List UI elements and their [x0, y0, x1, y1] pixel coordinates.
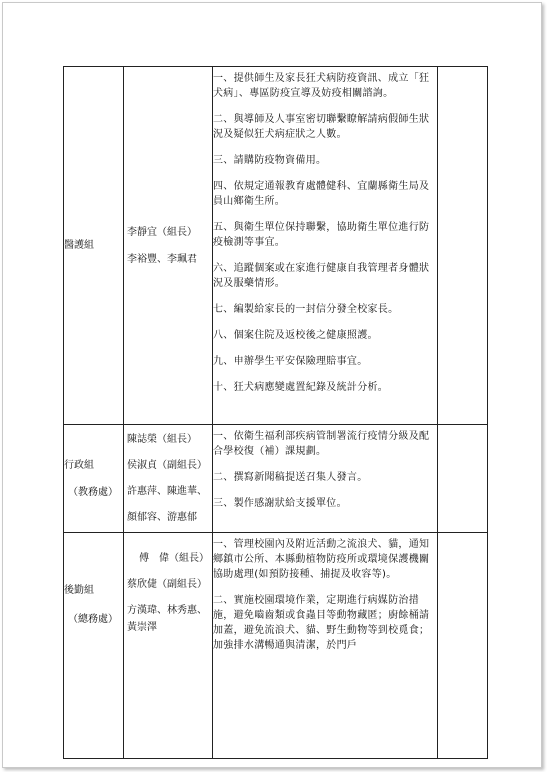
table-row-admin [64, 425, 488, 533]
member-line: 蔡欣倢（副組長） [127, 579, 207, 590]
member-line: 黃崇澤 [127, 622, 157, 633]
task-item: 二、實施校園環境作業，定期進行病媒防治措施，避免嚙齒類或食蟲目等動物藏匿；廚餘桶請加蓋，避免流浪犬、貓、野生動物等到校覓食；加強排水溝暢通與清潔，於門戶 [213, 595, 430, 651]
task-item: 一、提供師生及家長狂犬病防疫資訊、成立「狂犬病」、專區防疫宣導及妨疫相關諮詢。 [213, 73, 430, 99]
member-line: 李裕豐、李珮君 [127, 253, 197, 265]
remarks-cell [438, 533, 488, 759]
members-cell-medical [124, 67, 213, 425]
task-item: 八、個案住院及返校後之健康照護。 [213, 330, 378, 341]
task-assignment-table [63, 66, 488, 759]
task-item: 九、申辦學生平安保險理賠事宜。 [213, 356, 368, 367]
task-item: 十、狂犬病應變處置紀錄及統計分析。 [213, 382, 389, 393]
task-item: 二、撰寫新聞稿提送召集人發言。 [213, 472, 368, 483]
table-row-logistics [64, 533, 488, 759]
dept-office: （教務處） [68, 486, 118, 498]
task-item: 一、依衛生福利部疾病管制署流行疫情分級及配合學校復（補）課規劃。 [213, 431, 430, 457]
member-line: 傅 偉（組長） [139, 553, 209, 564]
remarks-cell [438, 425, 488, 533]
table-row-medical [64, 67, 488, 425]
member-line: 許惠萍、陳進華、 [127, 486, 207, 497]
tasks-cell-admin [213, 425, 438, 533]
task-item: 五、與衛生單位保持聯繫，協助衛生單位進行防疫檢測等事宜。 [213, 222, 430, 248]
remarks-cell [438, 67, 488, 425]
dept-name: 行政組 [64, 459, 94, 471]
member-line: 方漢瑋、林秀惠、 [127, 605, 207, 616]
member-line: 陳誌榮（組長） [127, 434, 197, 445]
task-item: 四、依規定通報教育處體健科、宜蘭縣衛生局及員山鄉衛生所。 [213, 181, 430, 207]
dept-office: （總務處） [68, 614, 118, 625]
dept-cell-medical [64, 67, 124, 425]
task-item: 三、請購防疫物資備用。 [213, 155, 327, 166]
task-item: 一、管理校園內及附近活動之流浪犬、貓，通知鄉鎮市公所、本縣動植物防疫所或環境保護機關協助處理(如預防接種、捕捉及收容等)。 [213, 539, 430, 580]
members-cell-logistics [124, 533, 213, 759]
task-item: 六、追蹤個案或在家進行健康自我管理者身體狀況及服藥情形。 [213, 263, 430, 289]
task-item: 七、編製給家長的一封信分發全校家長。 [213, 304, 399, 315]
member-line: 顏郁容、游惠郁 [127, 512, 197, 523]
dept-name: 後勤組 [64, 585, 94, 596]
task-item: 二、與導師及人事室密切聯繫瞭解請病假師生狀況及疑似狂犬病症狀之人數。 [213, 114, 430, 140]
document-page [2, 2, 542, 768]
dept-cell-logistics [64, 533, 124, 759]
dept-cell-admin [64, 425, 124, 533]
member-line: 侯淑貞（副組長） [127, 460, 207, 471]
dept-name: 醫護組 [64, 240, 94, 251]
task-item: 三、製作感謝狀給支援單位。 [213, 498, 347, 509]
member-line: 李靜宜（組長） [127, 226, 197, 238]
tasks-cell-logistics [213, 533, 438, 759]
members-cell-admin [124, 425, 213, 533]
tasks-cell-medical [213, 67, 438, 425]
